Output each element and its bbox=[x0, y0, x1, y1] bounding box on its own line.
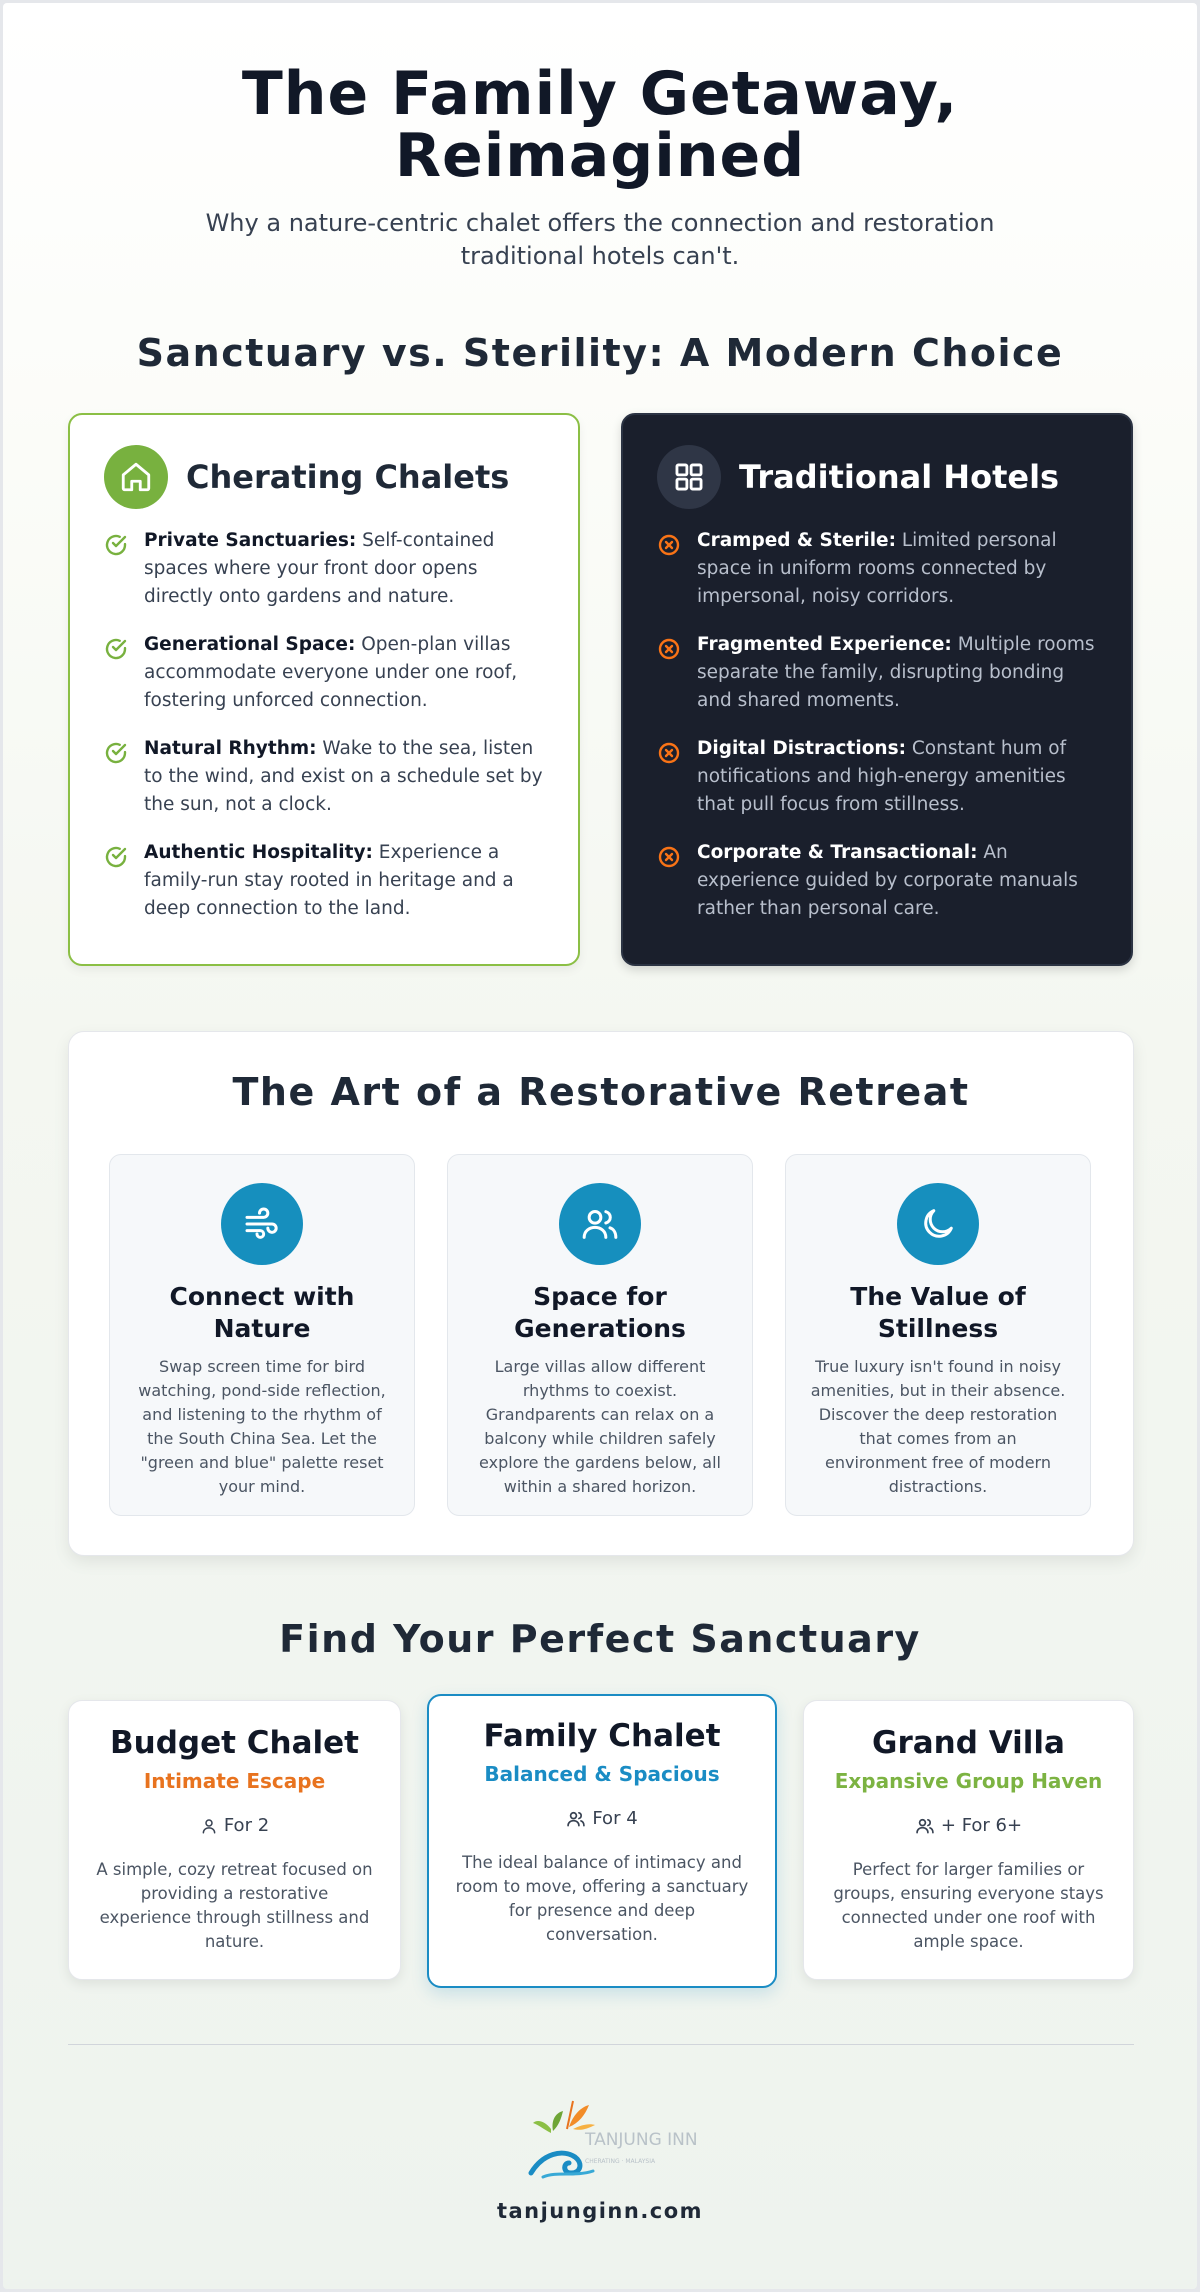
infographic-page bbox=[3, 3, 1197, 2289]
users-icon bbox=[915, 1816, 935, 1836]
tier-card-budget[interactable] bbox=[68, 1700, 401, 1980]
tier-card-family[interactable] bbox=[427, 1694, 777, 1988]
chalet-feature: Generational Space: Open-plan villas accommodate everyone under one roof, fostering unforced connection. bbox=[104, 631, 544, 715]
chalet-feature: Private Sanctuaries: Self-contained spaces where your front door opens directly onto gardens and nature. bbox=[104, 527, 544, 611]
page-subtitle: Why a nature-centric chalet offers the connection and restoration traditional hotels can't. bbox=[205, 209, 995, 270]
chalets-heading: Cherating Chalets bbox=[186, 458, 510, 496]
pillar-title: Space for Generations bbox=[514, 1282, 686, 1343]
retreat-section bbox=[68, 1031, 1134, 1556]
check-circle-icon bbox=[104, 533, 128, 557]
svg-text:CHERATING · MALAYSIA: CHERATING · MALAYSIA bbox=[585, 2158, 656, 2165]
tanjung-inn-logo[interactable] bbox=[523, 2093, 698, 2183]
tier-description: Perfect for larger families or groups, ensuring everyone stays connected under one roof with ample space. bbox=[833, 1860, 1104, 1951]
pillar-text: True luxury isn't found in noisy amenities, but in their absence. Discover the deep restoration that comes from an environment free of modern distractions. bbox=[810, 1357, 1066, 1496]
pillar-text: Large villas allow different rhythms to coexist. Grandparents can relax on a balcony while children safely explore the gardens below, all within a shared horizon. bbox=[479, 1357, 721, 1496]
pillar-card bbox=[109, 1154, 415, 1516]
wind-icon bbox=[221, 1183, 303, 1265]
tier-description: A simple, cozy retreat focused on providing a restorative experience through stillness and nature. bbox=[96, 1860, 373, 1951]
x-circle-icon bbox=[657, 741, 681, 765]
tier-capacity: For 2 bbox=[95, 1815, 374, 1836]
footer-url[interactable]: tanjunginn.com bbox=[496, 2199, 704, 2223]
pillar-card bbox=[447, 1154, 753, 1516]
pillar-title: The Value of Stillness bbox=[850, 1282, 1026, 1343]
hotel-feature: Fragmented Experience: Multiple rooms separate the family, disrupting bonding and shared moments. bbox=[657, 631, 1097, 715]
tier-name: Grand Villa bbox=[872, 1725, 1065, 1761]
hero bbox=[3, 59, 1197, 273]
tier-capacity: For 4 bbox=[455, 1808, 749, 1829]
users-icon bbox=[566, 1809, 586, 1829]
chalet-feature: Authentic Hospitality: Experience a family-run stay rooted in heritage and a deep connection to the land. bbox=[104, 839, 544, 923]
tier-description: The ideal balance of intimacy and room to move, offering a sanctuary for presence and deep conversation. bbox=[455, 1853, 749, 1944]
tier-tagline: Intimate Escape bbox=[143, 1769, 326, 1793]
chalet-feature: Natural Rhythm: Wake to the sea, listen to the wind, and exist on a schedule set by the sun, not a clock. bbox=[104, 735, 544, 819]
moon-icon bbox=[897, 1183, 979, 1265]
hotels-card bbox=[621, 413, 1133, 966]
page-title: The Family Getaway, Reimagined bbox=[241, 59, 959, 191]
tier-capacity: + For 6+ bbox=[830, 1815, 1107, 1836]
grid-icon bbox=[657, 445, 721, 509]
chalets-card bbox=[68, 413, 580, 966]
tier-name: Budget Chalet bbox=[110, 1725, 359, 1761]
users-icon bbox=[559, 1183, 641, 1265]
check-circle-icon bbox=[104, 637, 128, 661]
retreat-title: The Art of a Restorative Retreat bbox=[232, 1070, 970, 1114]
pillar-text: Swap screen time for bird watching, pond-side reflection, and listening to the rhythm of the South China Sea. Let the "green and blue" palette reset your mind. bbox=[138, 1357, 386, 1496]
pillar-card bbox=[785, 1154, 1091, 1516]
user-icon bbox=[200, 1817, 218, 1835]
hotel-feature: Cramped & Sterile: Limited personal space in uniform rooms connected by impersonal, noisy corridors. bbox=[657, 527, 1097, 611]
hotels-heading: Traditional Hotels bbox=[739, 458, 1060, 496]
x-circle-icon bbox=[657, 533, 681, 557]
sanctuary-title: Find Your Perfect Sanctuary bbox=[279, 1617, 921, 1661]
svg-text:TANJUNG INN: TANJUNG INN bbox=[585, 2130, 698, 2150]
check-circle-icon bbox=[104, 845, 128, 869]
hotel-feature: Digital Distractions: Constant hum of notifications and high-energy amenities that pull focus from stillness. bbox=[657, 735, 1097, 819]
tier-tagline: Balanced & Spacious bbox=[484, 1762, 720, 1786]
x-circle-icon bbox=[657, 845, 681, 869]
comparison-title: Sanctuary vs. Sterility: A Modern Choice bbox=[136, 331, 1064, 375]
pillar-title: Connect with Nature bbox=[169, 1282, 355, 1343]
tier-name: Family Chalet bbox=[483, 1718, 721, 1754]
footer-divider bbox=[68, 2044, 1134, 2045]
check-circle-icon bbox=[104, 741, 128, 765]
tier-tagline: Expansive Group Haven bbox=[834, 1769, 1103, 1793]
tier-card-grand[interactable] bbox=[803, 1700, 1134, 1980]
x-circle-icon bbox=[657, 637, 681, 661]
home-icon bbox=[104, 445, 168, 509]
hotel-feature: Corporate & Transactional: An experience guided by corporate manuals rather than personal care. bbox=[657, 839, 1097, 923]
